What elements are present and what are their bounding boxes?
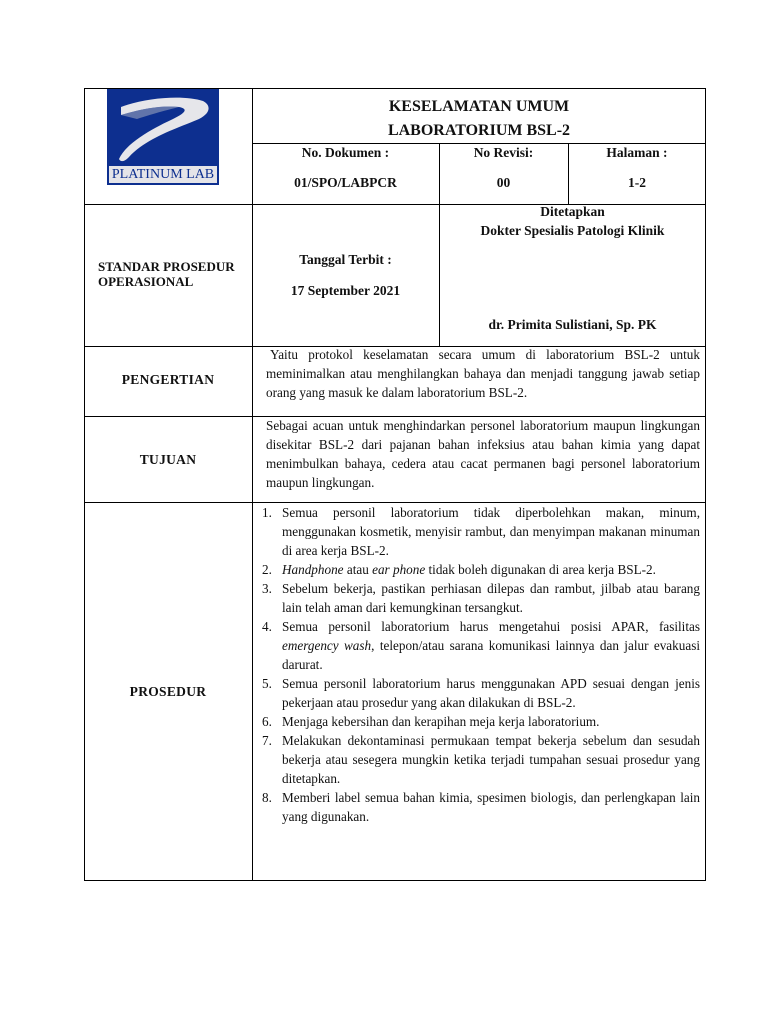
prosedur-item-2: 2. Handphone atau ear phone tidak boleh digunakan di area kerja BSL-2. [262, 562, 656, 577]
title-line-2: LABORATORIUM BSL-2 [387, 122, 571, 139]
pengertian-label: PENGERTIAN [121, 372, 215, 387]
approver-title: Dokter Spesialis Patologi Klinik [480, 223, 665, 238]
platinum-lab-logo [107, 89, 219, 185]
prosedur-item-3: 3. Sebelum bekerja, pastikan perhiasan dilepas dan rambut, jilbab atau barang lain telah aman dari kemungkinan tersangkut. [262, 581, 700, 615]
revision-value: 00 [496, 175, 511, 190]
doc-number-label: No. Dokumen : [301, 145, 390, 160]
document-title [252, 97, 706, 141]
prosedur-item-5: 5. Semua personil laboratorium harus menggunakan APD sesuai dengan jenis pekerjaan atau prosedur yang akan dilakukan di BSL-2. [262, 676, 700, 710]
prosedur-item-8: 8. Memberi label semua bahan kimia, spesimen biologis, dan perlengkapan lain yang digunakan. [262, 790, 700, 824]
prosedur-item-4: 4. Semua personil laboratorium harus mengetahui posisi APAR, fasilitas emergency wash, telepon/atau sarana komunikasi lainnya dan jalur evakuasi darurat. [262, 619, 700, 672]
prosedur-item-6: 6. Menjaga kebersihan dan kerapihan meja kerja laboratorium. [262, 714, 600, 729]
pengertian-text: Yaitu protokol keselamatan secara umum di laboratorium BSL-2 untuk meminimalkan atau menghilangkan bahaya dan menjadi tanggung jawab setiap orang yang masuk ke dalam laboratorium BSL-2. [266, 347, 700, 400]
approved-label: Ditetapkan [540, 204, 605, 219]
sop-label [98, 259, 258, 289]
logo-text: PLATINUM LAB [109, 166, 217, 183]
revision-label: No Revisi: [473, 145, 534, 160]
issue-date-label: Tanggal Terbit : [299, 252, 392, 267]
border-left [84, 88, 85, 881]
prosedur-item-7: 7. Melakukan dekontaminasi permukaan tempat bekerja sebelum dan sesudah bekerja atau sesegera mungkin ketika terjadi tumpahan sesuai prosedur yang ditetapkan. [262, 733, 700, 786]
tujuan-text: Sebagai acuan untuk menghindarkan personel laboratorium maupun lingkungan disekitar BSL-2 dari pajanan bahan infeksius atau bahan kimia yang dapat menimbulkan bahaya, cedera atau cacat permanen bagi personel laboratorium maupun lingkungan. [266, 418, 700, 490]
prosedur-label: PROSEDUR [129, 684, 207, 699]
title-line-1: KESELAMATAN UMUM [388, 98, 570, 115]
doc-number-value: 01/SPO/LABPCR [294, 175, 397, 190]
prosedur-list [262, 503, 700, 826]
divider-label-col [252, 88, 253, 881]
page-value: 1-2 [628, 175, 646, 190]
prosedur-item-1: 1. Semua personil laboratorium tidak diperbolehkan makan, minum, menggunakan kosmetik, menyisir rambut, dan menyimpan makanan minuman di area kerja BSL-2. [262, 505, 700, 558]
issue-date-value: 17 September 2021 [290, 283, 401, 298]
sop-label-line-1: STANDAR PROSEDUR [98, 259, 235, 274]
tujuan-label: TUJUAN [139, 452, 197, 467]
sop-label-line-2: OPERASIONAL [98, 274, 194, 289]
approver-name: dr. Primita Sulistiani, Sp. PK [488, 317, 657, 332]
border-bottom [84, 880, 706, 881]
page-label: Halaman : [606, 145, 668, 160]
divider-title [252, 143, 706, 144]
